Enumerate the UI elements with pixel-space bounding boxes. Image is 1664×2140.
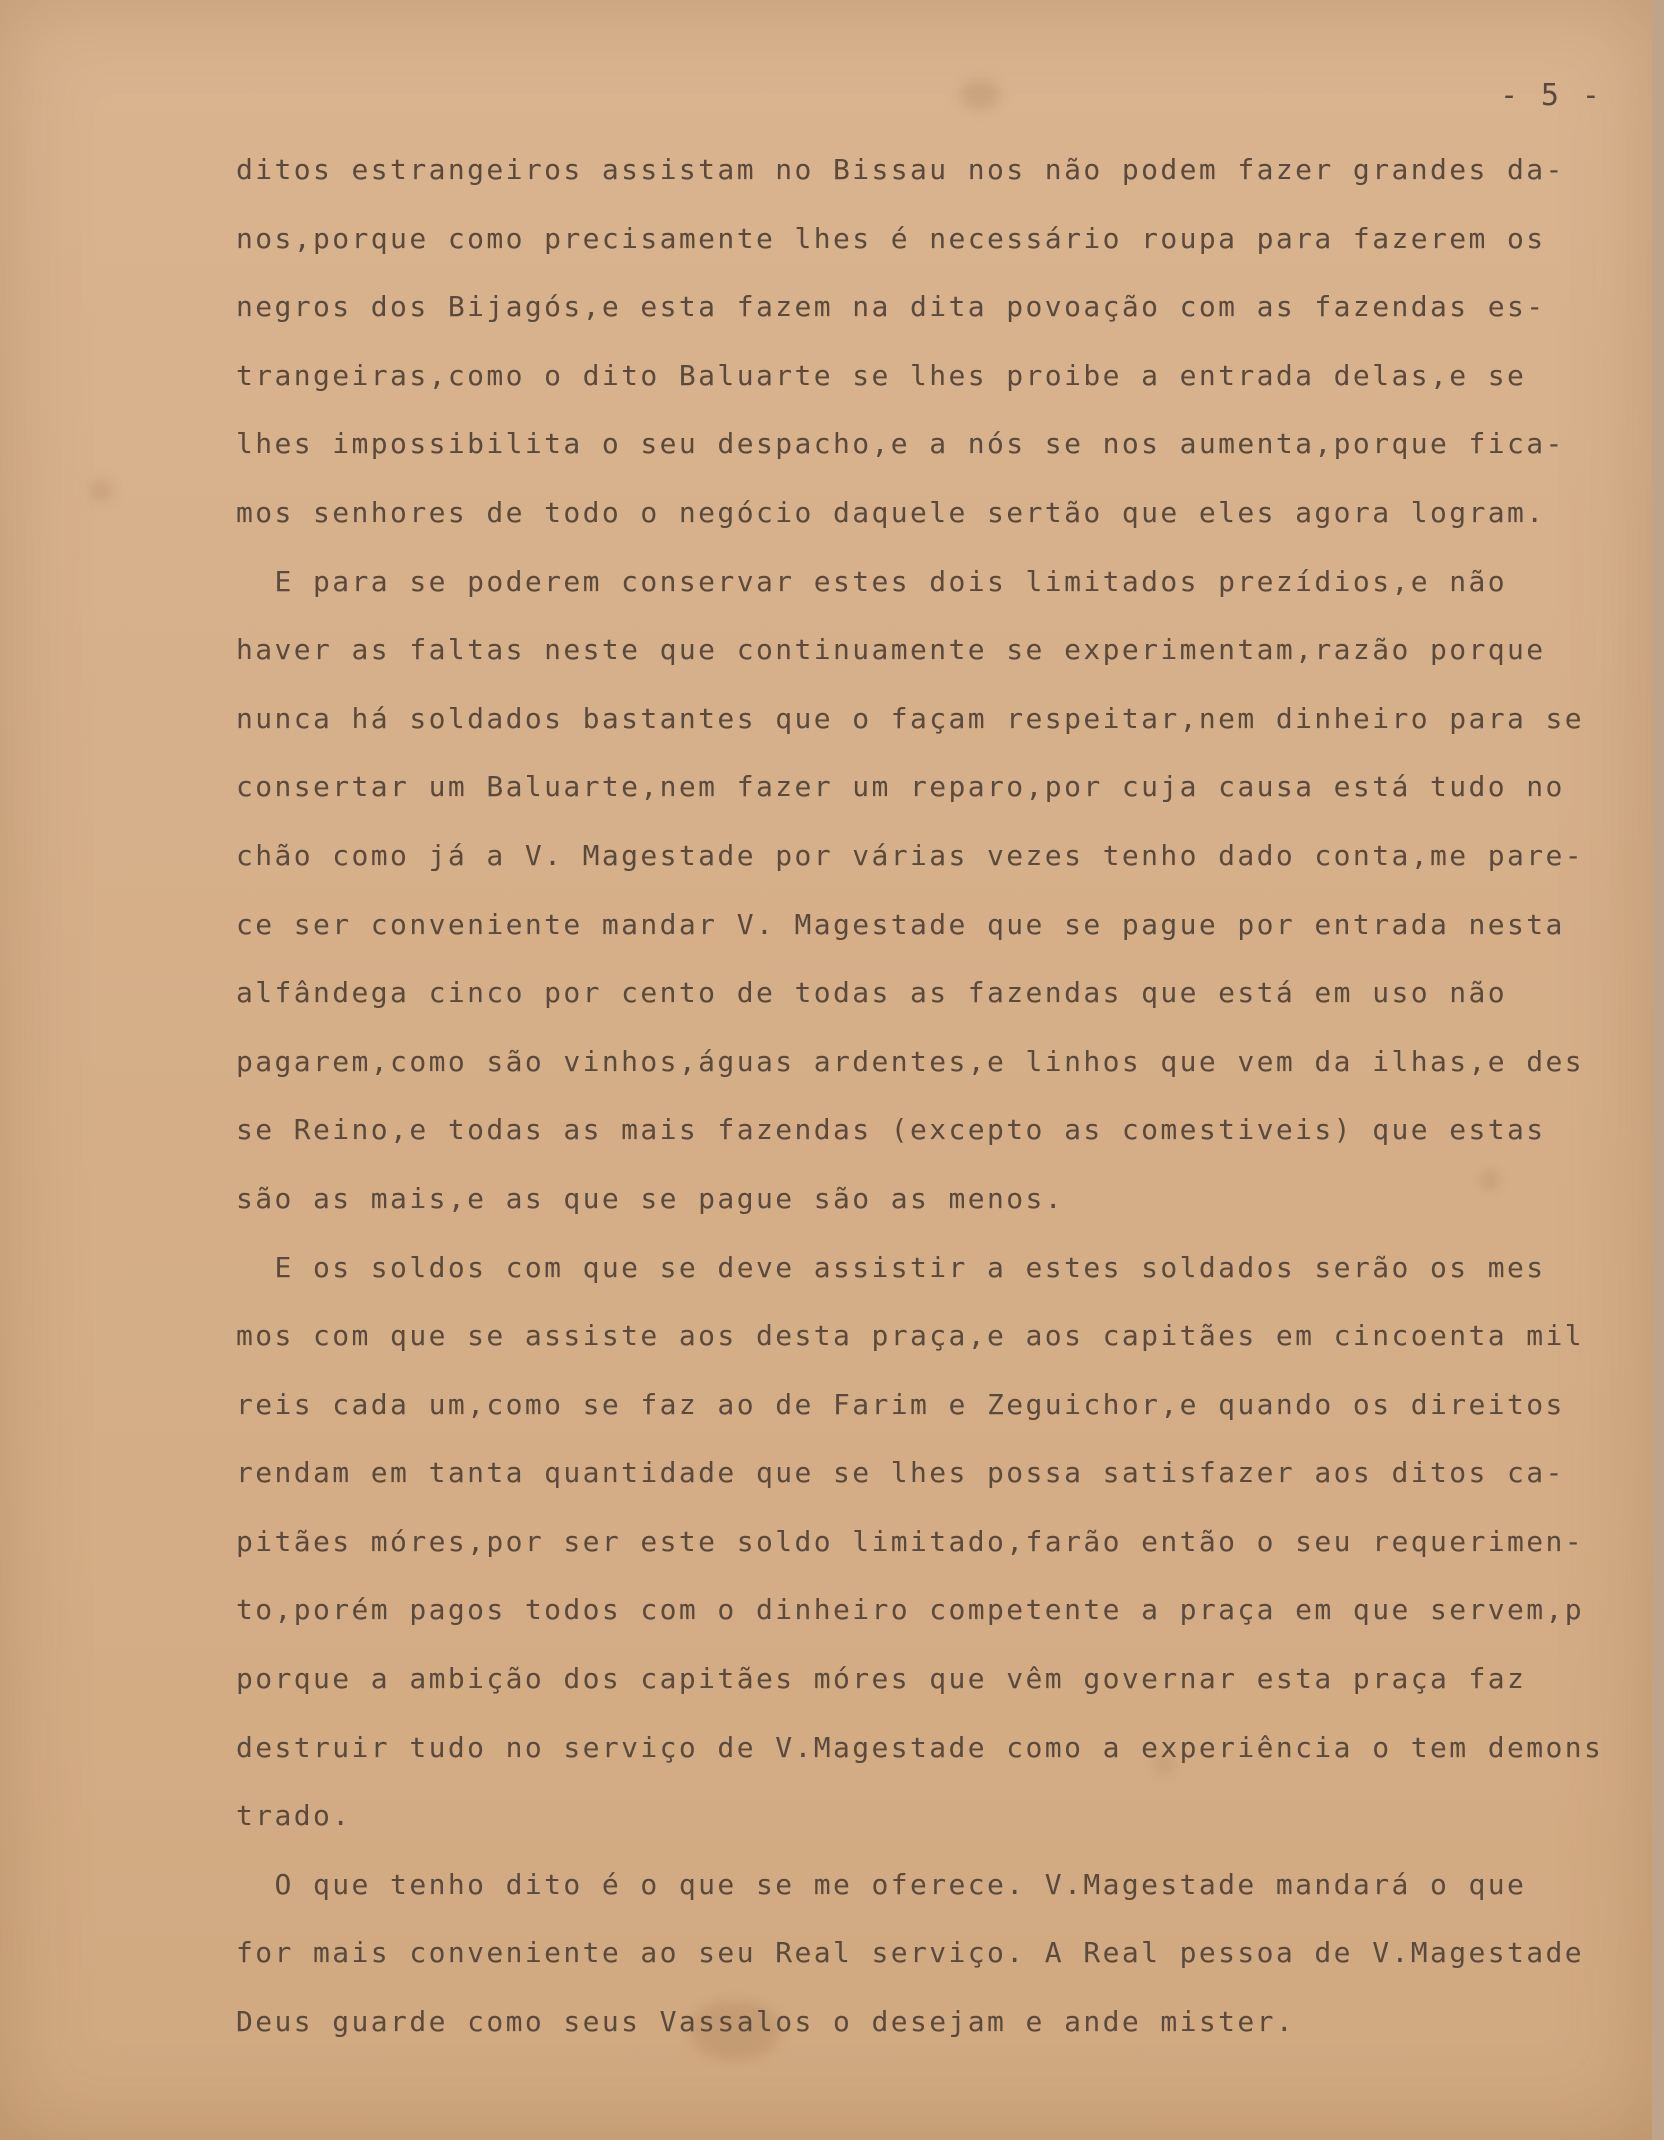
text-line: ditos estrangeiros assistam no Bissau nos não podem fazer grandes da-: [236, 153, 1565, 186]
text-line: porque a ambição dos capitães móres que vêm governar esta praça faz: [236, 1662, 1527, 1696]
text-line: mos com que se assiste aos desta praça,e aos capitães em cincoenta mil: [236, 1319, 1585, 1353]
text-line: nunca há soldados bastantes que o façam respeitar,nem dinheiro para se: [236, 701, 1585, 735]
paper-stain: [960, 80, 1000, 110]
text-line: trangeiras,como o dito Baluarte se lhes proibe a entrada delas,e se: [236, 358, 1527, 392]
text-line: destruir tudo no serviço de V.Magestade como a experiência o tem demons: [236, 1730, 1604, 1764]
text-line: E os soldos com que se deve assistir a estes soldados serão os mes: [236, 1250, 1546, 1284]
text-line: rendam em tanta quantidade que se lhes possa satisfazer aos ditos ca-: [236, 1456, 1565, 1490]
text-line: reis cada um,como se faz ao de Farim e Zeguichor,e quando os direitos: [236, 1387, 1565, 1421]
text-line: haver as faltas neste que continuamente se experimentam,razão porque: [236, 633, 1546, 667]
text-line: nos,porque como precisamente lhes é necessário roupa para fazerem os: [236, 221, 1546, 255]
text-line: to,porém pagos todos com o dinheiro competente a praça em que servem,p: [236, 1593, 1585, 1627]
text-line: for mais conveniente ao seu Real serviço. A Real pessoa de V.Magestade: [236, 1936, 1585, 1970]
letter-body: [236, 136, 1636, 2057]
text-line: negros dos Bijagós,e esta fazem na dita povoação com as fazendas es-: [236, 290, 1546, 324]
text-line: alfândega cinco por cento de todas as fazendas que está em uso não: [236, 976, 1507, 1010]
text-line: pagarem,como são vinhos,águas ardentes,e linhos que vem da ilhas,e des: [236, 1044, 1585, 1078]
text-line: se Reino,e todas as mais fazendas (excepto as comestiveis) que estas: [236, 1113, 1546, 1147]
text-line: pitães móres,por ser este soldo limitado,farão então o seu requerimen-: [236, 1524, 1585, 1558]
text-line: chão como já a V. Magestade por várias vezes tenho dado conta,me pare-: [236, 838, 1585, 872]
background-edge: [1652, 0, 1664, 2140]
text-line: O que tenho dito é o que se me oferece. V.Magestade mandará o que: [236, 1867, 1527, 1901]
text-line: mos senhores de todo o negócio daquele sertão que eles agora logram.: [236, 495, 1546, 529]
text-line: E para se poderem conservar estes dois limitados prezídios,e não: [236, 564, 1507, 598]
page-number: - 5 -: [1500, 78, 1603, 113]
text-line: ce ser conveniente mandar V. Magestade que se pague por entrada nesta: [236, 907, 1565, 941]
text-line: lhes impossibilita o seu despacho,e a nós se nos aumenta,porque fica-: [236, 427, 1565, 461]
text-line: Deus guarde como seus Vassalos o desejam e ande mister.: [236, 2005, 1296, 2039]
paper-stain: [90, 480, 112, 502]
text-line: trado.: [236, 1799, 352, 1833]
text-line: consertar um Baluarte,nem fazer um reparo,por cuja causa está tudo no: [236, 770, 1565, 804]
text-line: são as mais,e as que se pague são as menos.: [236, 1181, 1065, 1215]
